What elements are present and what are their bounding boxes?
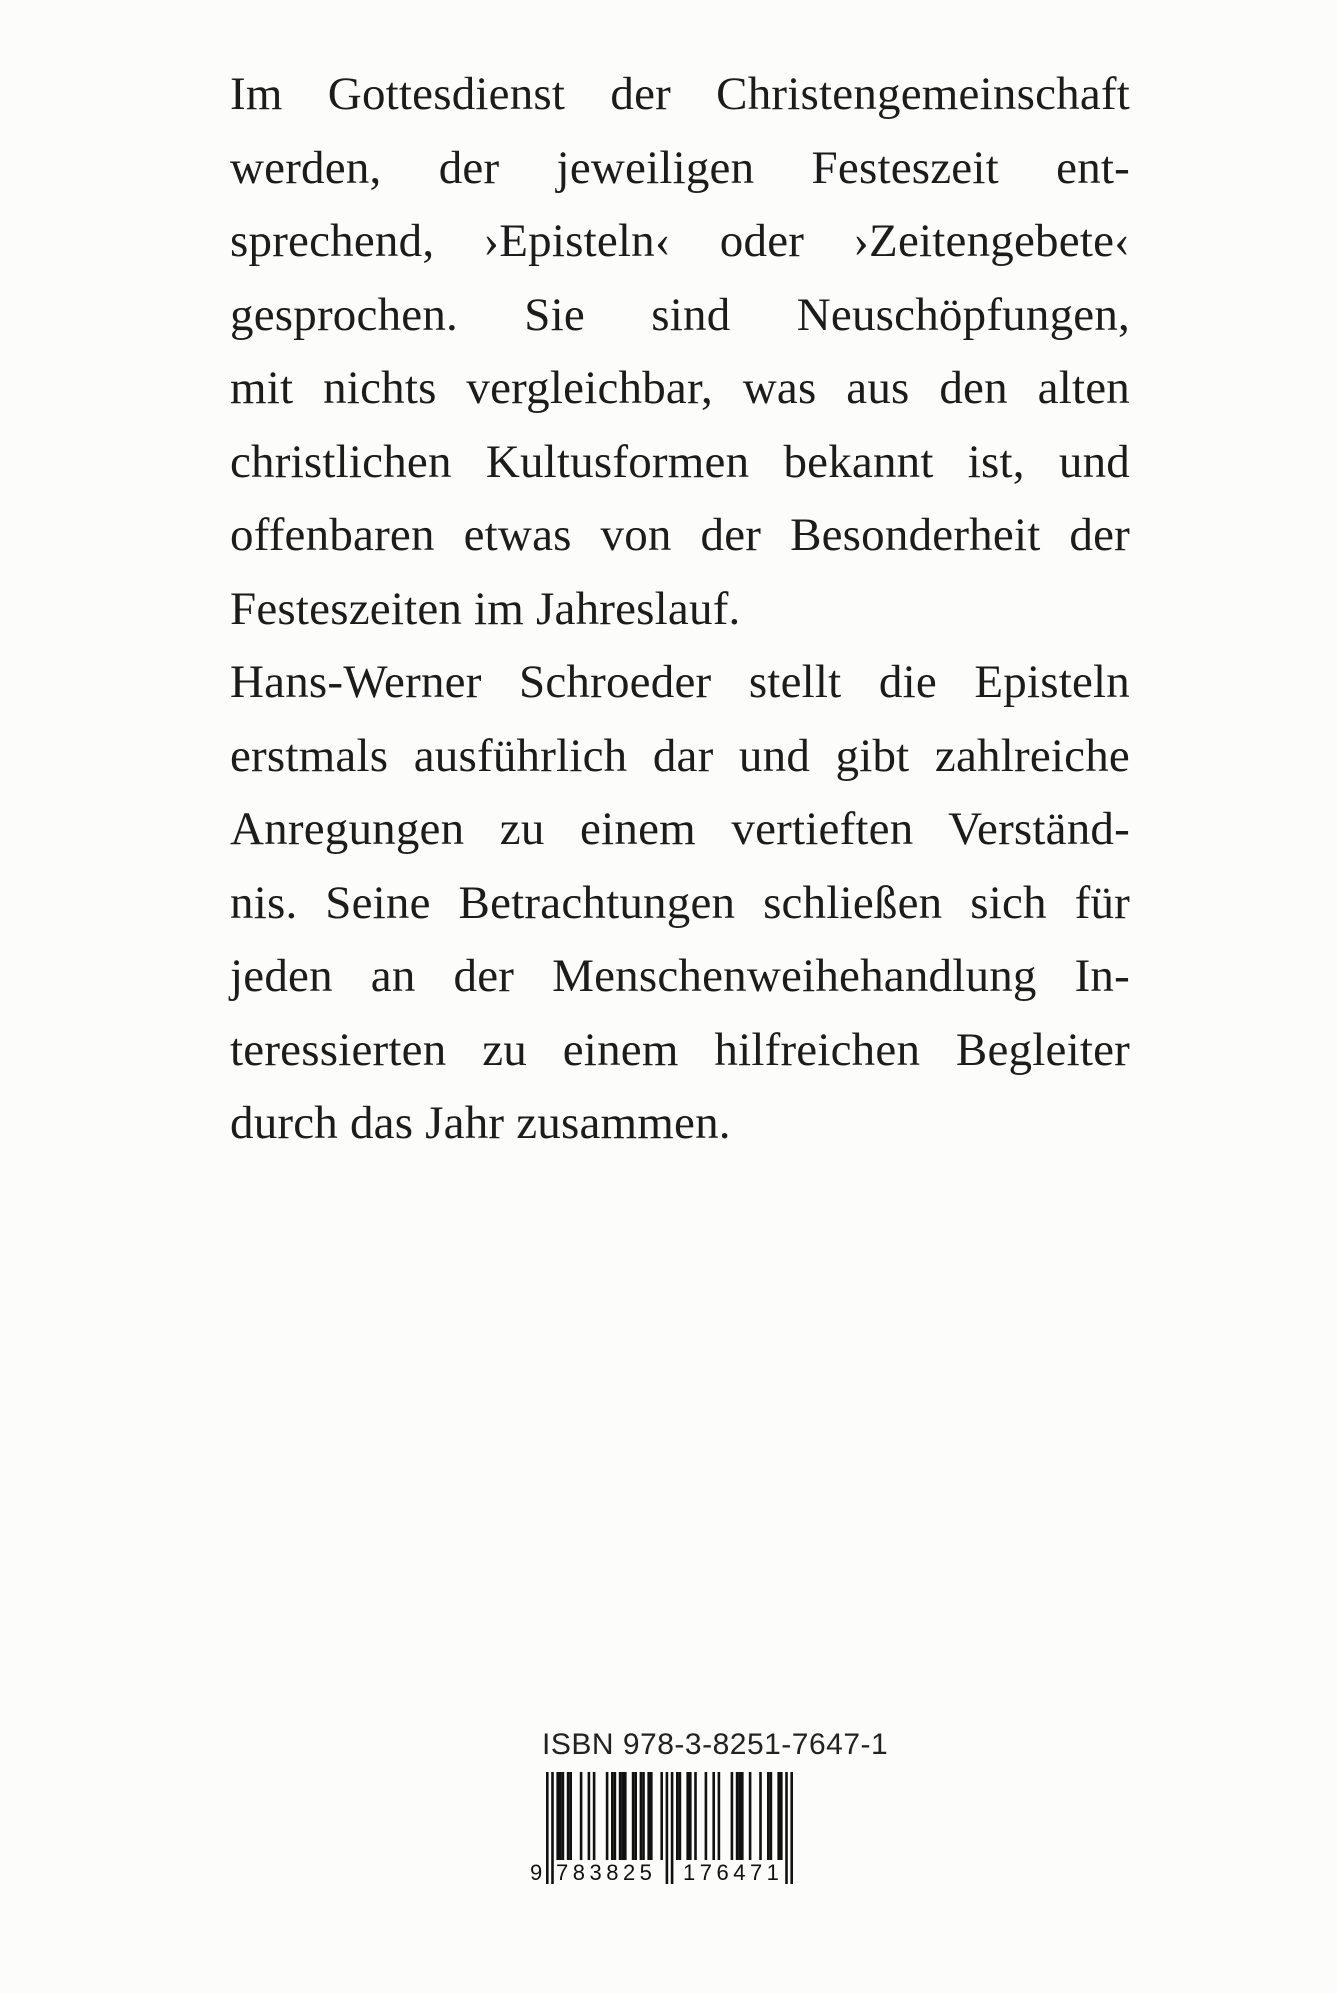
blurb-line: Hans-Werner Schroeder stellt die Episteln <box>230 656 1130 708</box>
barcode-bar <box>694 1772 697 1860</box>
barcode-bar <box>647 1772 650 1860</box>
blurb-line: durch das Jahr zusammen. <box>230 1097 731 1149</box>
barcode-digits-left: 783825 <box>556 1860 657 1885</box>
blurb-line: sprechend, ›Episteln‹ oder ›Zeitengebete‹ <box>230 215 1130 267</box>
barcode-bar <box>759 1772 762 1860</box>
barcode-bar <box>676 1772 679 1860</box>
barcode-bar <box>686 1772 689 1860</box>
barcode-digits <box>530 1860 820 1890</box>
barcode-bar <box>606 1772 609 1860</box>
blurb-line: nis. Seine Betrachtungen schließen sich für <box>230 876 1130 929</box>
blurb-line: erstmals ausführlich dar und gibt zahlreiche <box>230 729 1130 782</box>
blurb-line: Festeszeiten im Jahreslauf. <box>230 582 741 635</box>
barcode-bar <box>559 1772 562 1860</box>
barcode-bar <box>593 1772 596 1860</box>
barcode-bar <box>634 1772 637 1860</box>
isbn-label: ISBN 978-3-8251-7647-1 <box>542 1728 889 1761</box>
barcode-bar <box>642 1772 645 1860</box>
barcode-bar <box>624 1772 627 1860</box>
barcode-bar <box>689 1772 692 1860</box>
barcode-bar <box>569 1772 572 1860</box>
blurb-line: Im Gottesdienst der Christengemeinschaft <box>230 68 1130 120</box>
barcode-bar <box>588 1772 591 1860</box>
barcode-bar <box>614 1772 617 1860</box>
blurb-line: offenbaren etwas von der Besonderheit der <box>230 509 1130 561</box>
barcode-bar <box>731 1772 734 1860</box>
barcode-bar <box>632 1772 635 1860</box>
barcode-bar <box>562 1772 565 1860</box>
barcode-bar <box>736 1772 739 1860</box>
barcode-bar <box>738 1772 741 1860</box>
barcode-bar <box>650 1772 653 1860</box>
blurb-line: teressierten zu einem hilfreichen Begleiter <box>230 1023 1130 1076</box>
blurb-line: christlichen Kultusformen bekannt ist, und <box>230 435 1130 488</box>
barcode-bar <box>640 1772 643 1860</box>
barcode-bar <box>749 1772 752 1860</box>
isbn-barcode-block <box>530 1728 889 1890</box>
barcode-bar <box>712 1772 715 1860</box>
barcode-bar <box>611 1772 614 1860</box>
barcode-bar <box>770 1772 773 1860</box>
blurb-text <box>230 58 1130 1161</box>
blurb-line: werden, der jeweiligen Festeszeit ent- <box>230 141 1130 194</box>
barcode-bar <box>780 1772 783 1860</box>
barcode-bar <box>718 1772 721 1860</box>
barcode-bar <box>705 1772 708 1860</box>
barcode-bar <box>556 1772 559 1860</box>
barcode-bar <box>660 1772 663 1860</box>
barcode-digits-right: 176471 <box>683 1860 784 1885</box>
barcode-bar <box>777 1772 780 1860</box>
blurb-line: gesprochen. Sie sind Neuschöpfungen, <box>230 288 1130 341</box>
barcode-bar <box>767 1772 770 1860</box>
barcode-digit-first: 9 <box>530 1860 543 1885</box>
blurb-line: Anregungen zu einem vertieften Verständ- <box>230 803 1130 855</box>
barcode-bar <box>621 1772 624 1860</box>
blurb-line: mit nichts vergleichbar, was aus den alten <box>230 362 1130 414</box>
barcode-bar <box>619 1772 622 1860</box>
barcode-bar <box>580 1772 583 1860</box>
barcode-bar <box>679 1772 682 1860</box>
barcode-bar <box>741 1772 744 1860</box>
blurb-line: jeden an der Menschenweihehandlung In- <box>230 950 1130 1002</box>
barcode-bar <box>567 1772 570 1860</box>
barcode <box>530 1772 820 1890</box>
